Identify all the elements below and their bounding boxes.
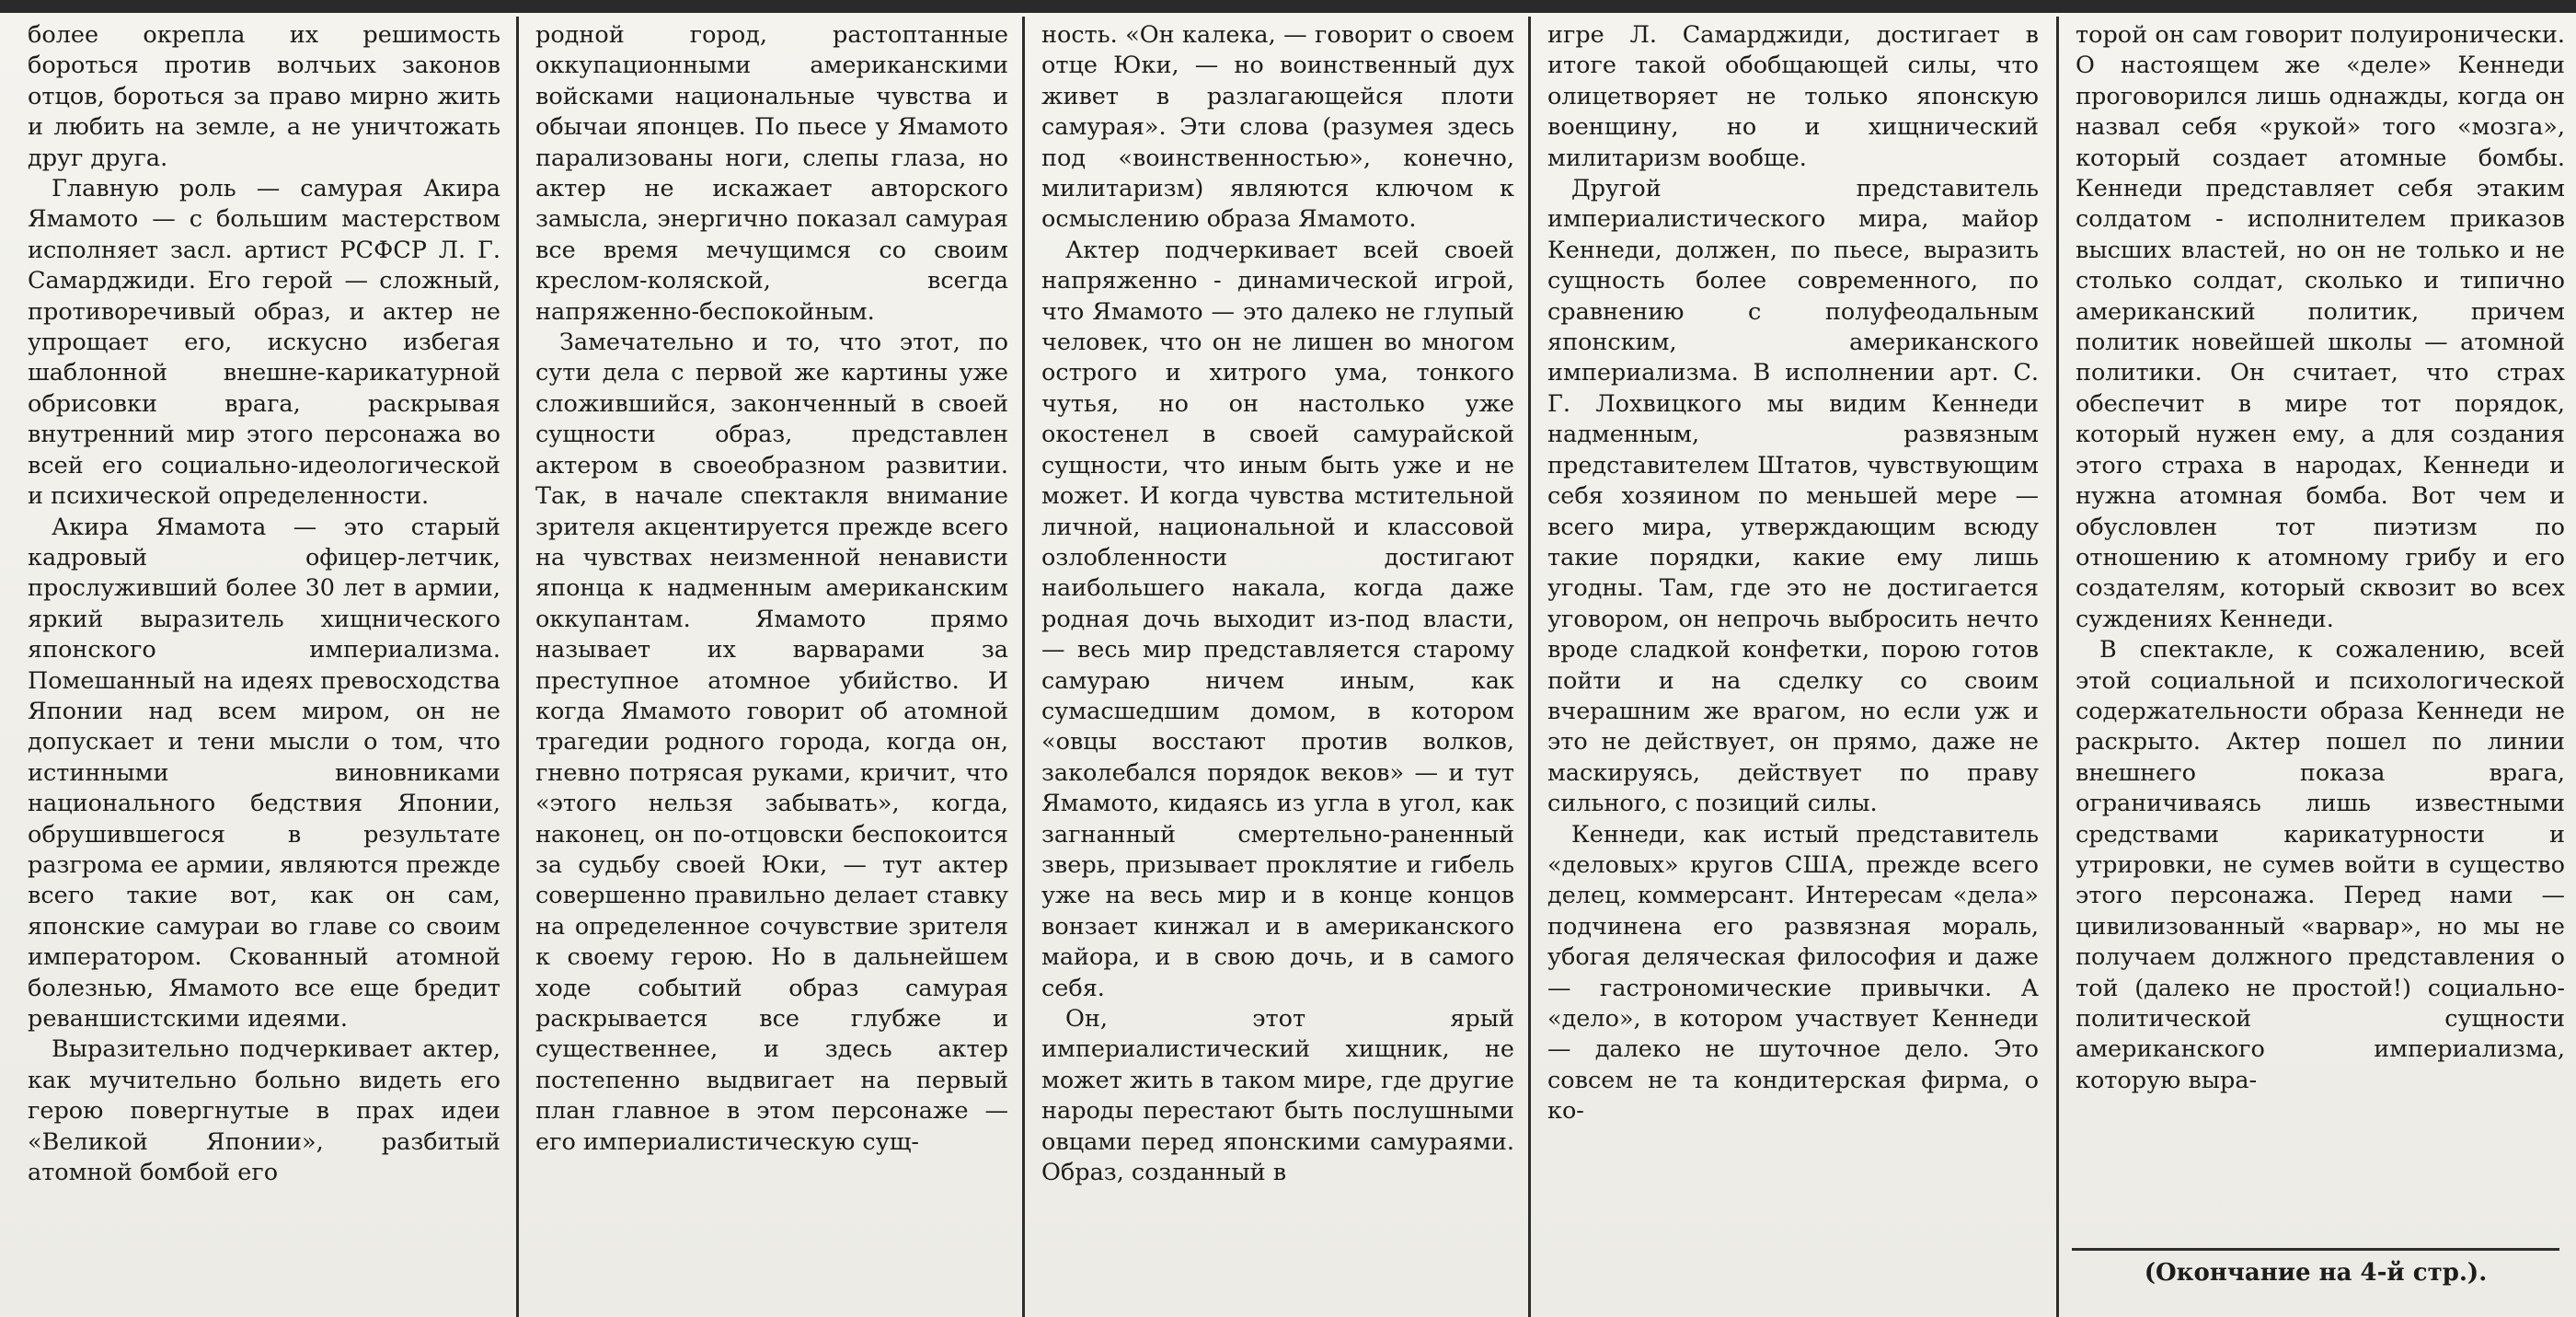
paragraph: торой он сам говорит полуиронически. О настоящем же «деле» Кеннеди проговорился лишь однажды, когда он назвал себя «рукой» того «мозга», который создает атомные бомбы. Кеннеди представляет себя этаким солдатом - исполнителем приказов высших властей, но он не только и не столько солдат, сколько и типично американский политик, причем политик новейшей школы — атомной политики. Он считает, что страх обеспечит в мире тот порядок, который нужен ему, а для создания этого страха в народах, Кеннеди и нужна атомная бомба. Вот чем и обусловлен тот пиэтизм по отношению к атомному грибу и его создателям, который сквозит во всех суждениях Кеннеди. [2076,21,2565,633]
column-3 [1029,20,1525,1304]
paragraph: Замечательно и то, что этот, по сути дела с первой же картины уже сложившийся, законченный в своей сущности образ, представлен актером в своеобразном развитии. Так, в начале спектакля внимание зрителя акцентируется прежде всего на чувствах неизменной ненависти японца к надменным американским оккупантам. Ямамото прямо называет их варварами за преступное атомное убийство. И когда Ямамото говорит об атомной трагедии родного города, когда он, гневно потрясая руками, кричит, что «этого нельзя забывать», когда, наконец, он по-отцовски беспокоится за судьбу своей Юки, — тут актер совершенно правильно делает ставку на определенное сочувствие зрителя к своему герою. Но в дальнейшем ходе событий образ самурая раскрывается все глубже и существеннее, и здесь актер постепенно выдвигает на первый план главное в этом персонаже — его империалистическую сущ- [535,329,1008,1156]
column-1 [15,20,512,1304]
paragraph: Акира Ямамота — это старый кадровый офицер-летчик, прослуживший более 30 лет в армии, яркий выразитель хищнического японского империализма. Помешанный на идеях превосходства Японии над всем миром, он не допускает и тени мысли о том, что истинными виновниками национального бедствия Японии, обрушившегося в результате разгрома ее армии, являются прежде всего такие вот, как он сам, японские самураи во главе со своим императором. Скованный атомной болезнью, Ямамото все еще бредит реваншистскими идеями. [28,513,500,1033]
column-5 [2063,20,2576,1304]
paragraph: Кеннеди, как истый представитель «деловых» кругов США, прежде всего делец, коммерсант. Интересам «дела» подчинена его развязная мораль, убогая деляческая философия и даже — гастрономические привычки. А «дело», в котором участвует Кеннеди — далеко не шуточное дело. Это совсем не та кондитерская фирма, о ко- [1547,820,2039,1126]
column-divider [2056,17,2059,1317]
column-2 [523,20,1019,1304]
column-4 [1535,20,2050,1304]
paragraph: Другой представитель империалистического мира, майор Кеннеди, должен, по пьесе, выразить сущность более современного, по сравнению с полуфеодальным японским, американского империализма. В исполнении арт. С. Г. Лохвицкого мы видим Кеннеди надменным, развязным представителем Штатов, чувствующим себя хозяином по меньшей мере — всего мира, утверждающим всюду такие порядки, какие ему лишь угодны. Там, где это не достигается уговором, он непрочь выбросить нечто вроде сладкой конфетки, порою готов пойти и на сделку со своим вчерашним же врагом, но если уж и это не действует, он прямо, даже не маскируясь, действует по праву сильного, с позиций силы. [1547,175,2039,818]
paragraph: Он, этот ярый империалистический хищник, не может жить в таком мире, где другие народы перестают быть послушными овцами перед японскими самураями. Образ, созданный в [1041,1005,1514,1187]
paragraph: родной город, растоптанные оккупационными американскими войсками национальные чувства и обычаи японцев. По пьесе у Ямамото парализованы ноги, слепы глаза, но актер не искажает авторского замысла, энергично показал самурая все время мечущимся со своим креслом-коляской, всегда напряженно-беспокойным. [535,21,1008,326]
paragraph: Актер подчеркивает всей своей напряженно - динамической игрой, что Ямамото — это далеко не глупый человек, что он не лишен во многом острого и хитрого ума, тонкого чутья, но он настолько уже окостенел в своей самурайской сущности, что иным быть уже и не может. И когда чувства мстительной личной, национальной и классовой озлобленности достигают наибольшего накала, когда даже родная дочь выходит из-под власти, — весь мир представляется старому самураю ничем иным, как сумасшедшим домом, в котором «овцы восстают против волков, заколебался порядок веков» — и тут Ямамото, кидаясь из угла в угол, как загнанный смертельно-раненный зверь, призывает проклятие и гибель уже на весь мир и в конце концов вонзает кинжал и в американского майора, и в свою дочь, и в самого себя. [1041,236,1514,1002]
paragraph: Выразительно подчеркивает актер, как мучительно больно видеть его герою повергнутые в прах идеи «Великой Японии», разбитый атомной бомбой его [28,1035,500,1187]
column-divider [516,17,519,1317]
paragraph: игре Л. Самарджиди, достигает в итоге такой обобщающей силы, что олицетворяет не только японскую военщину, но и хищнический милитаризм вообще. [1547,21,2039,172]
paragraph: более окрепла их решимость бороться против волчьих законов отцов, бороться за право мирно жить и любить на земле, а не уничтожать друг друга. [28,21,500,172]
scan-edge [0,0,2576,13]
column-divider [1528,17,1531,1317]
paragraph: В спектакле, к сожалению, всей этой социальной и психологической содержательности образа Кеннеди не раскрыто. Актер пошел по линии внешнего показа врага, ограничиваясь лишь известными средствами карикатурности и утрировки, не сумев войти в существо этого персонажа. Перед нами — цивилизованный «варвар», но мы не получаем должного представления о той (далеко не простой!) социально-политической сущности американского империализма, которую выра- [2076,636,2565,1094]
paragraph: ность. «Он калека, — говорит о своем отце Юки, — но воинственный дух живет в разлагающейся плоти самурая». Эти слова (разумея здесь под «воинственностью», конечно, милитаризм) являются ключом к осмыслению образа Ямамото. [1041,21,1514,234]
footer-divider [2072,1248,2559,1251]
column-divider [1022,17,1025,1317]
continuation-note: (Окончание на 4-й стр.). [2144,1259,2488,1287]
paragraph: Главную роль — самурая Акира Ямамото — с большим мастерством исполняет засл. артист РСФСР Л. Г. Самарджиди. Его герой — сложный, противоречивый образ, и актер не упрощает его, искусно избегая шаблонной внешне-карикатурной обрисовки врага, раскрывая внутренний мир этого персонажа во всей его социально-идеологической и психической определенности. [28,175,500,511]
